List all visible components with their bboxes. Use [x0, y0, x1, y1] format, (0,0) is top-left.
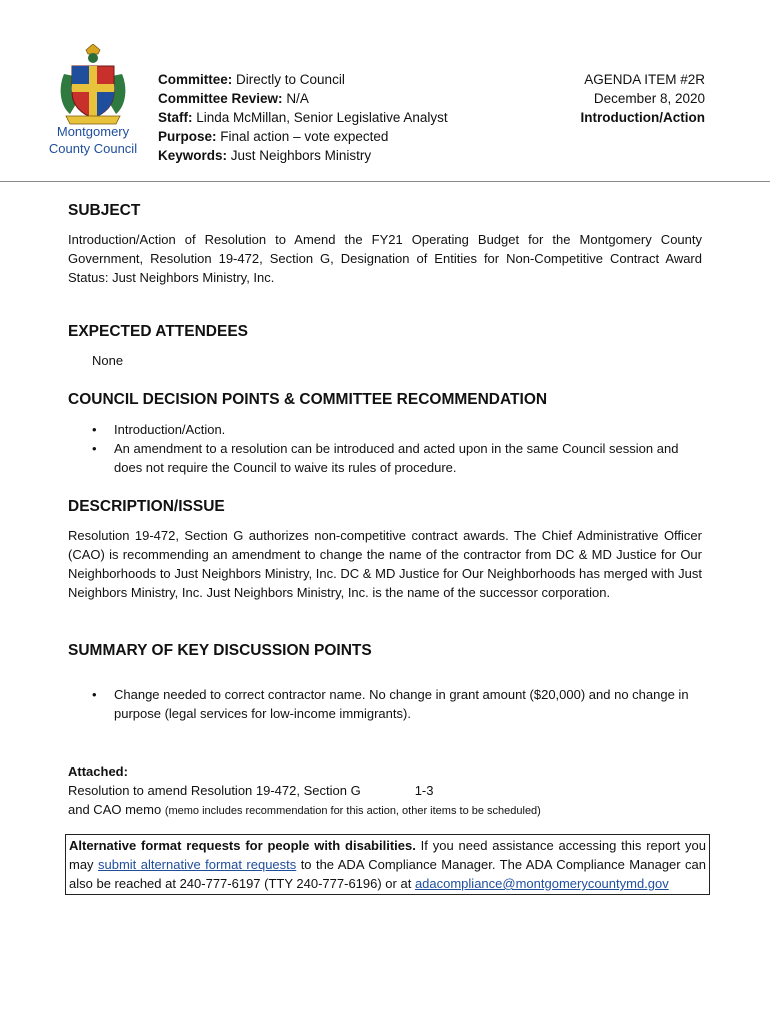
agenda-block — [581, 70, 705, 127]
staff-label: Staff: — [158, 110, 193, 125]
staff-value: Linda McMillan, Senior Legislative Analyst — [196, 110, 448, 125]
review-value: N/A — [286, 91, 309, 106]
org-name-line1: Montgomery — [56, 124, 130, 139]
agenda-item-type: Introduction/Action — [580, 110, 705, 125]
attachment-title-2: and CAO memo — [68, 802, 162, 817]
subject-heading: SUBJECT — [68, 202, 141, 219]
list-item: • Introduction/Action. — [92, 420, 702, 439]
header-divider — [0, 181, 770, 182]
committee-row — [158, 70, 448, 89]
attachment-title: Resolution to amend Resolution 19-472, Section G — [68, 783, 361, 798]
agenda-item-number: AGENDA ITEM #2R — [584, 72, 705, 87]
attendees-text: None — [92, 353, 124, 368]
attachment-row-2 — [68, 800, 541, 821]
purpose-value: Final action – vote expected — [220, 129, 389, 144]
attachment-note: (memo includes recommendation for this action, other items to be scheduled) — [164, 805, 541, 817]
keywords-label: Keywords: — [158, 148, 228, 163]
attendees-heading: EXPECTED ATTENDEES — [68, 323, 248, 340]
subject-text: Introduction/Action of Resolution to Amend the FY21 Operating Budget for the Montgomery County Government, Resolution 19-472, Section G, Designation of Entities for Non-Competitive Contract Award Status: Just Neighbors Ministry, Inc. — [68, 232, 702, 285]
review-label: Committee Review: — [158, 91, 283, 106]
keywords-row — [158, 146, 448, 165]
purpose-label: Purpose: — [158, 129, 217, 144]
org-name — [40, 123, 146, 157]
description-heading: DESCRIPTION/ISSUE — [68, 498, 225, 515]
notice-text-2: to the ADA Compliance Manager. The ADA Compliance Manager can also be reached at 240-777-6197 (TTY 240-777-6196) or at — [69, 857, 707, 891]
notice-bold: Alternative format requests for people with disabilities. — [69, 838, 416, 853]
decision-heading: COUNCIL DECISION POINTS & COMMITTEE RECOMMENDATION — [68, 391, 548, 408]
committee-value: Directly to Council — [236, 72, 345, 87]
staff-row — [158, 108, 448, 127]
list-item: • Change needed to correct contractor name. No change in grant amount ($20,000) and no change in purpose (legal services for low-income immigrants). — [92, 685, 702, 723]
purpose-row — [158, 127, 448, 146]
description-text: Resolution 19-472, Section G authorizes non-competitive contract awards. The Chief Administrative Officer (CAO) is recommending an amendment to change the name of the contractor from DC & MD Justice for Our Neighborhoods to Just Neighbors Ministry, Inc. DC & MD Justice for Our Neighborhoods has merged with Just Neighbors Ministry, Inc. Just Neighbors Ministry, Inc. is the name of the successor corporation. — [68, 528, 702, 600]
ada-email-link[interactable]: adacompliance@montgomerycountymd.gov — [414, 876, 669, 891]
summary-list — [92, 685, 702, 723]
agenda-date: December 8, 2020 — [593, 91, 705, 106]
keywords-value: Just Neighbors Ministry — [230, 148, 372, 163]
org-name-line2: County Council — [48, 141, 138, 156]
accessibility-notice — [65, 834, 710, 895]
committee-meta — [158, 70, 448, 165]
list-item: • An amendment to a resolution can be introduced and acted upon in the same Council session and does not require the Council to waive its rules of procedure. — [92, 439, 702, 477]
committee-label: Committee: — [158, 72, 233, 87]
decision-list — [92, 420, 702, 477]
document-header — [0, 0, 770, 182]
attached-label: Attached: — [68, 764, 128, 779]
attachment-row — [68, 781, 541, 800]
county-seal-logo — [56, 44, 130, 126]
summary-heading: SUMMARY OF KEY DISCUSSION POINTS — [68, 642, 372, 659]
alternative-format-link[interactable]: submit alternative format requests — [98, 857, 297, 872]
attachment-pages: 1-3 — [414, 783, 434, 798]
review-row — [158, 89, 448, 108]
notice-text-1: If you need assistance accessing this report you may — [69, 838, 706, 872]
attachments-block — [68, 762, 541, 821]
